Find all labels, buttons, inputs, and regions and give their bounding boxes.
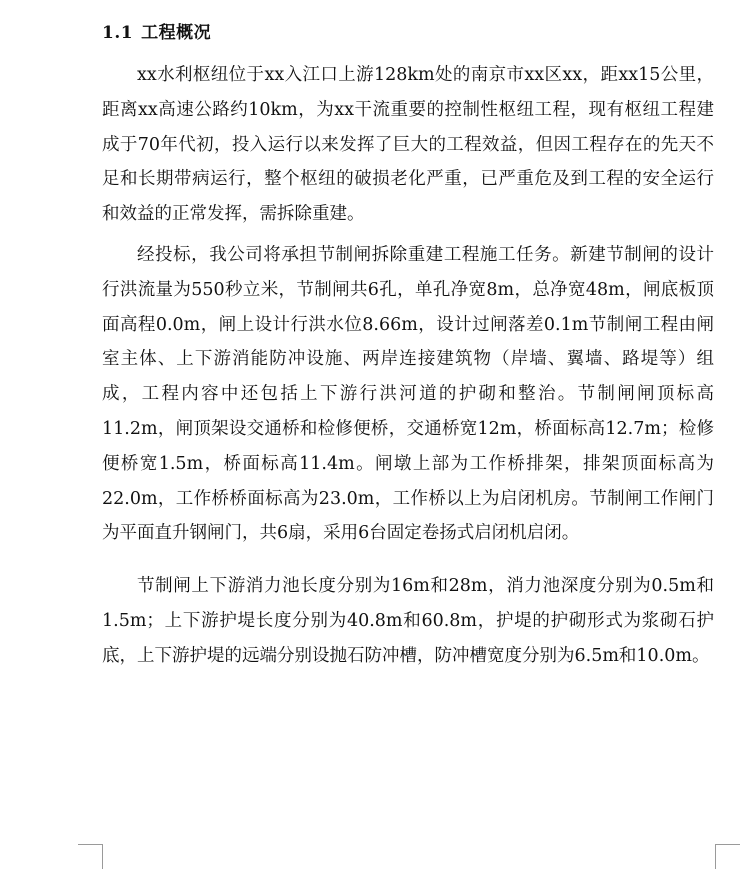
paragraph-stilling-basin: 节制闸上下游消力池长度分别为16m和28m，消力池深度分别为0.5m和1.5m；上下游护堤长度分别为40.8m和60.8m，护堤的护砌形式为浆砌石护底，上下游护堤的远端分别设抛石防冲槽，防冲槽宽度分别为6.5m和10.0m。 — [102, 576, 714, 666]
page-corner-mark-left — [78, 844, 103, 869]
section-heading — [102, 18, 211, 43]
section-number: 1.1 — [102, 23, 134, 43]
paragraph-sluice-details: 经投标，我公司将承担节制闸拆除重建工程施工任务。新建节制闸的设计行洪流量为550秒立米，节制闸共6孔，单孔净宽8m，总净宽48m，闸底板顶面高程0.0m，闸上设计行洪水位8.66m，设计过闸落差0.1m节制闸工程由闸室主体、上下游消能防冲设施、两岸连接建筑物（岸墙、翼墙、路堤等）组成，工程内容中还包括上下游行洪河道的护砌和整治。节制闸闸顶标高11.2m，闸顶架设交通桥和检修便桥，交通桥宽12m，桥面标高12.7m；检修便桥宽1.5m，桥面标高11.4m。闸墩上部为工作桥排架，排架顶面标高为22.0m，工作桥桥面标高为23.0m，工作桥以上为启闭机房。节制闸工作闸门为平面直升钢闸门，共6扇，采用6台固定卷扬式启闭机启闭。 — [102, 244, 714, 544]
body-text — [102, 58, 714, 674]
paragraph-overview: xx水利枢纽位于xx入江口上游128km处的南京市xx区xx，距xx15公里，距离xx高速公路约10km，为xx干流重要的控制性枢纽工程，现有枢纽工程建成于70年代初，投入运行以来发挥了巨大的工程效益，但因工程存在的先天不足和长期带病运行，整个枢纽的破损老化严重，已严重危及到工程的安全运行和效益的正常发挥，需拆除重建。 — [102, 65, 714, 225]
page-corner-mark-right — [715, 844, 740, 869]
section-title: 工程概况 — [141, 23, 212, 43]
